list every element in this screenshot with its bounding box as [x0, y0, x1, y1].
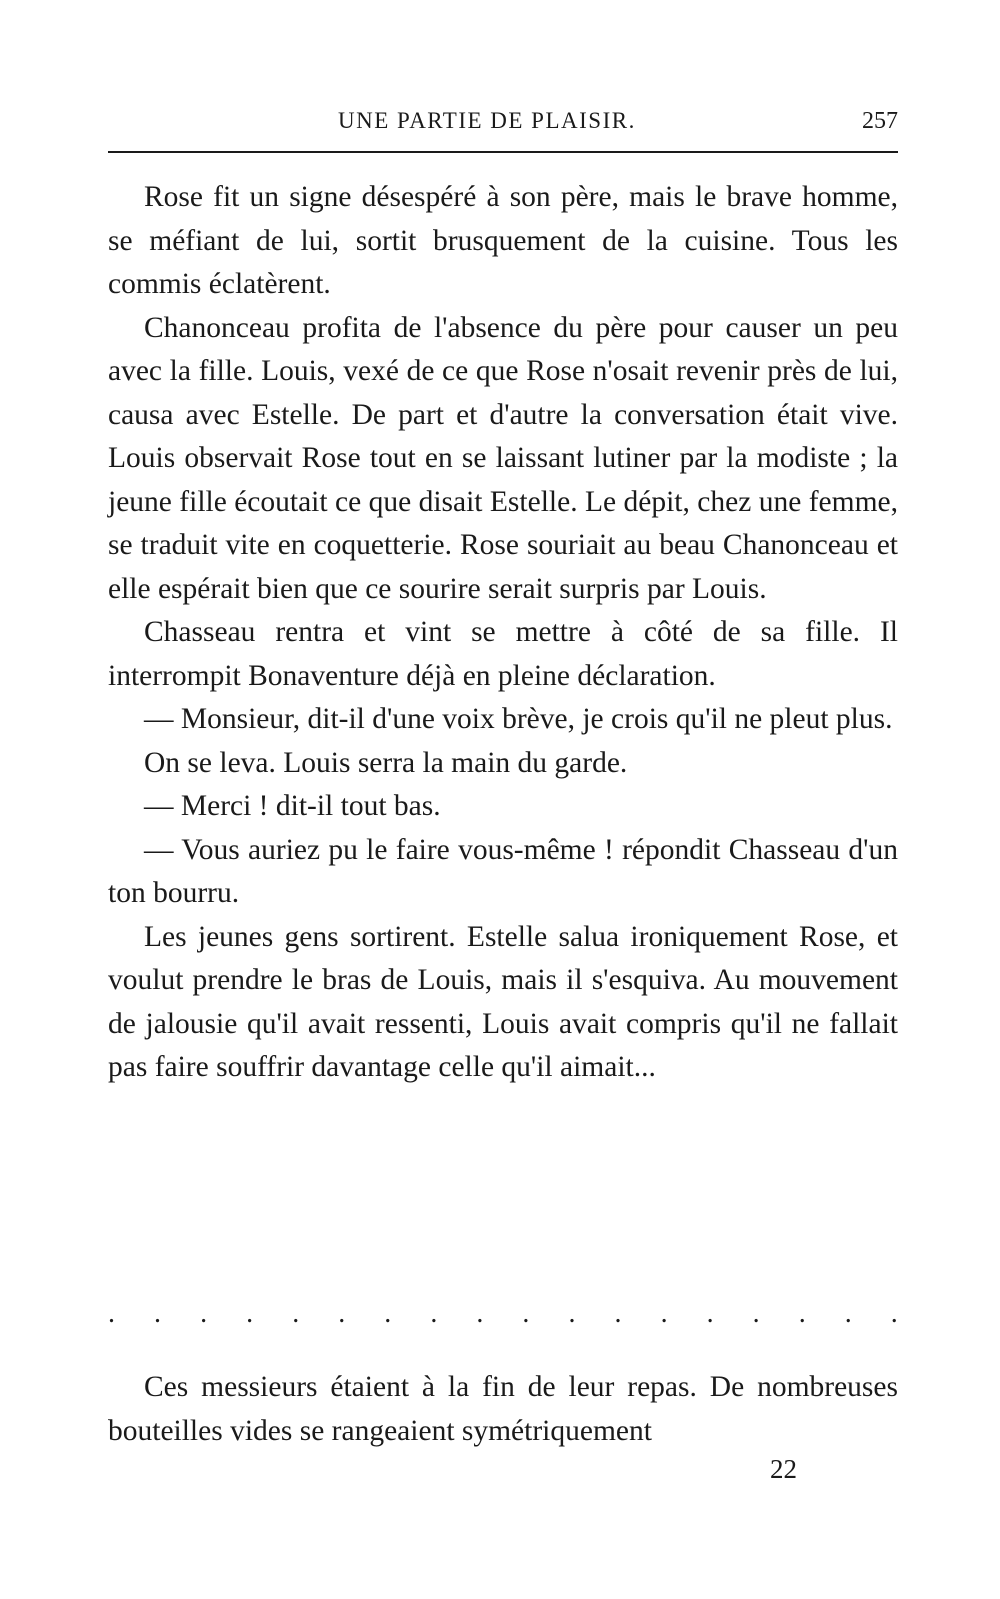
dot: . [522, 1298, 530, 1329]
dot: . [200, 1298, 208, 1329]
section-break-dots [108, 1298, 898, 1330]
running-head [108, 108, 898, 144]
paragraph: Les jeunes gens sortirent. Estelle salua ironiquement Rose, et voulut prendre le bras de Louis, mais il s'esquiva. Au mouvement de jalousie qu'il avait ressenti, Louis avait compris qu'il ne fallait pas faire souffrir davantage celle qu'il aimait... [108, 920, 898, 1083]
paragraph: — Monsieur, dit-il d'une voix brève, je crois qu'il ne pleut plus. [144, 703, 893, 735]
dot: . [154, 1298, 162, 1329]
dot: . [338, 1298, 346, 1329]
paragraph: Rose fit un signe désespéré à son père, mais le brave homme, se méfiant de lui, sortit brusquement de la cuisine. Tous les commis éclatèrent. [108, 181, 898, 300]
dot: . [292, 1298, 300, 1329]
dot: . [430, 1298, 438, 1329]
dot: . [844, 1298, 852, 1329]
page-number: 257 [862, 108, 898, 134]
dot: . [706, 1298, 714, 1329]
body-text-after-break [108, 1366, 898, 1453]
paragraph: Chanonceau profita de l'absence du père pour causer un peu avec la fille. Louis, vexé de ce que Rose n'osait revenir près de lui, causa avec Estelle. De part et d'autre la conversation était vive. Louis observait Rose tout en se laissant lutiner par la modiste ; la jeune fille écoutait ce que disait Estelle. Le dépit, chez une femme, se traduit vite en coquetterie. Rose souriait au beau Chanonceau et elle espérait bien que ce sourire serait surpris par Louis. [108, 311, 898, 605]
dot: . [798, 1298, 806, 1329]
dot: . [660, 1298, 668, 1329]
dot: . [568, 1298, 576, 1329]
dot: . [108, 1298, 115, 1329]
dot: . [890, 1298, 898, 1329]
paragraph: — Merci ! dit-il tout bas. [144, 790, 441, 822]
dot: . [384, 1298, 392, 1329]
dot: . [752, 1298, 760, 1329]
body-text [108, 176, 898, 1090]
dot: . [614, 1298, 622, 1329]
signature-mark: 22 [770, 1454, 797, 1484]
header-rule [108, 151, 898, 153]
paragraph: On se leva. Louis serra la main du garde. [144, 746, 628, 779]
dot: . [246, 1298, 254, 1329]
paragraph: Ces messieurs étaient à la fin de leur repas. De nombreuses bouteilles vides se rangeaient symétriquement [108, 1371, 898, 1447]
dot: . [476, 1298, 484, 1329]
running-title: UNE PARTIE DE PLAISIR. [338, 108, 636, 133]
paragraph: — Vous auriez pu le faire vous-même ! répondit Chasseau d'un ton bourru. [108, 833, 898, 909]
paragraph: Chasseau rentra et vint se mettre à côté de sa fille. Il interrompit Bonaventure déjà en pleine déclaration. [108, 616, 898, 692]
